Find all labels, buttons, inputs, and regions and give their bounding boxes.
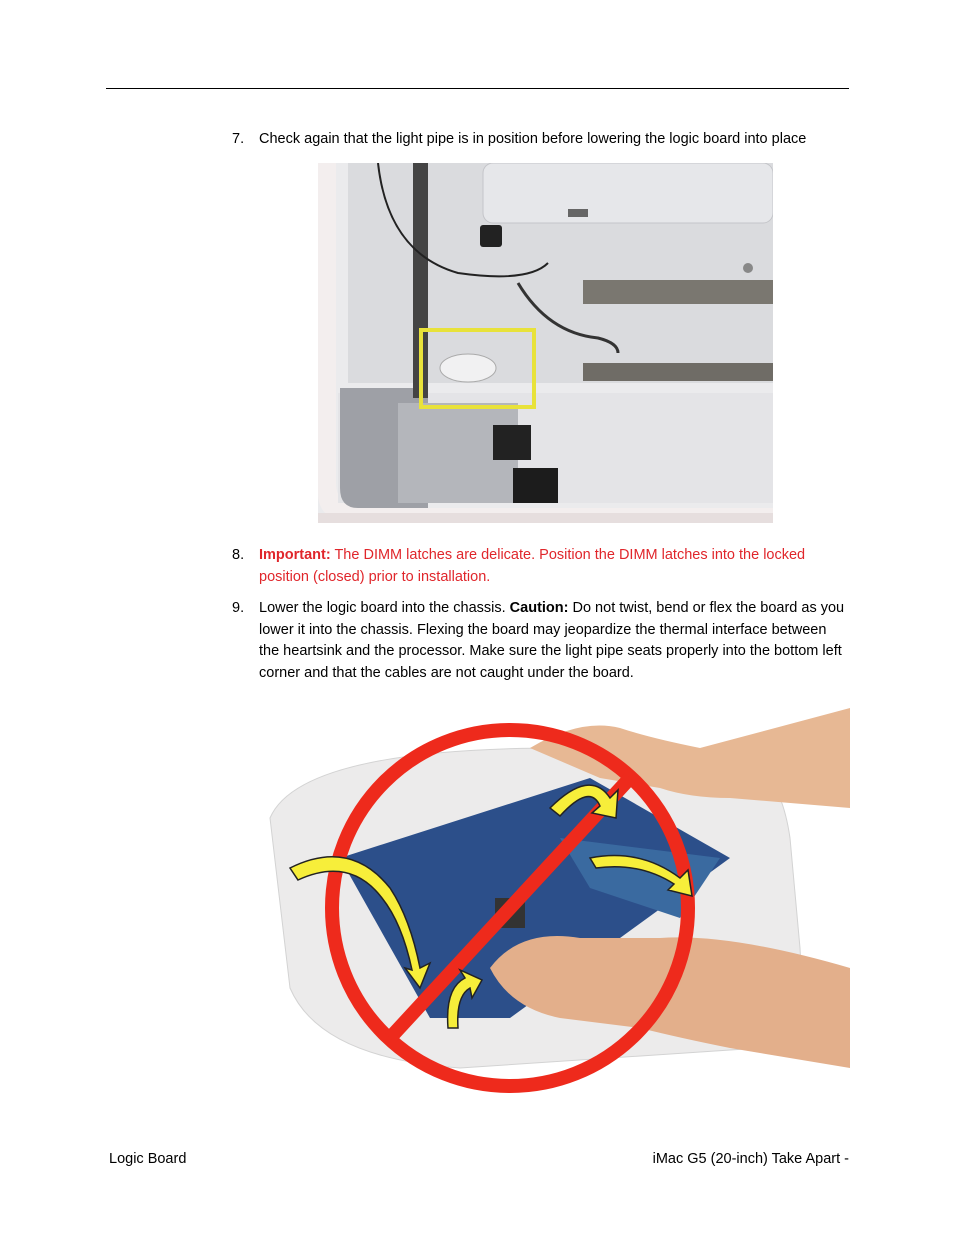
- step-text: [259, 598, 849, 684]
- step-number: 7.: [232, 131, 245, 147]
- header-rule: [106, 88, 849, 89]
- step-number: 9.: [232, 600, 245, 616]
- photo-light-pipe: [318, 163, 773, 523]
- step-text-intro: Lower the logic board into the chassis.: [259, 600, 510, 616]
- caution-text: Do not twist, bend or flex the board as you lower it into the chassis. Flexing the board may jeopardize the thermal interface between the heartsink and the processor. Make sure the light pipe seats properly into the bottom left corner and that the cables are not caught under the board.: [259, 600, 845, 681]
- step-text: [259, 545, 849, 588]
- caution-label: Caution:: [509, 600, 569, 616]
- footer-document-title: iMac G5 (20-inch) Take Apart -: [652, 1151, 849, 1167]
- step-text: Check again that the light pipe is in position before lowering the logic board into place: [259, 131, 807, 147]
- important-label: Important:: [259, 547, 331, 563]
- important-text: The DIMM latches are delicate. Position the DIMM latches into the locked position (closed) prior to installation.: [259, 547, 806, 585]
- step-number: 8.: [232, 547, 245, 563]
- photo-do-not-flex-board: [260, 688, 850, 1104]
- footer-section-title: Logic Board: [109, 1151, 187, 1167]
